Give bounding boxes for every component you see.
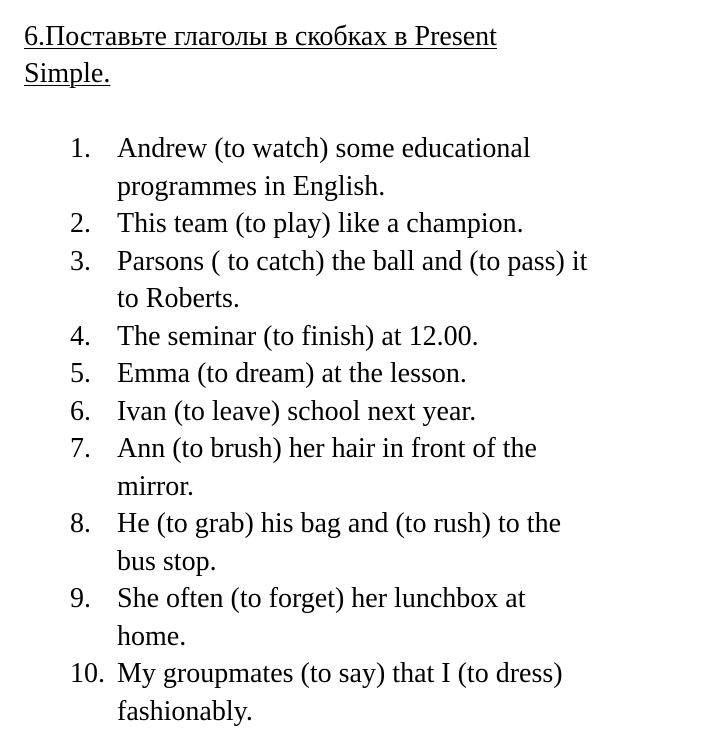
item-text-line-1: Parsons ( to catch) the ball and (to pass) it [117,245,588,277]
item-number: 5. [70,358,91,389]
item-number: 7. [70,433,91,464]
item-text-line-1: This team (to play) like a champion. [117,208,524,239]
item-text-line-1: The seminar (to finish) at 12.00. [117,320,479,352]
item-text [117,393,642,431]
exercise-item-9 [0,580,706,655]
item-number: 1. [70,133,91,164]
item-number: 8. [70,508,91,539]
heading-line-1: 6.Поставьте глаголы в скобках в Present [24,21,497,52]
exercise-heading [24,18,584,92]
item-text-line-2: mirror. [117,470,194,502]
item-number: 9. [70,583,91,614]
item-text [117,355,642,393]
item-number: 10. [70,658,105,689]
heading-line-2: Simple. [24,58,111,89]
exercise-item-10 [0,655,706,730]
item-text-line-1: He (to grab) his bag and (to rush) to the [117,508,561,539]
item-text [117,655,642,730]
item-text [117,505,642,580]
item-text [117,580,642,655]
item-number: 4. [70,320,91,352]
item-text-line-1: Ann (to brush) her hair in front of the [117,433,537,464]
item-text-line-1: Emma (to dream) at the lesson. [117,358,467,389]
item-text [117,243,642,318]
item-text [117,430,642,505]
item-text-line-1: My groupmates (to say) that I (to dress) [117,658,563,689]
exercise-list [0,130,706,730]
item-text-line-2: programmes in English. [117,170,386,202]
item-number: 6. [70,395,91,427]
exercise-item-5 [0,355,706,393]
item-text [117,318,642,356]
exercise-item-4 [0,318,706,356]
exercise-item-7 [0,430,706,505]
item-text-line-1: Ivan (to leave) school next year. [117,395,477,427]
exercise-item-2 [0,205,706,243]
exercise-item-3 [0,243,706,318]
item-number: 3. [70,245,91,277]
item-text-line-2: to Roberts. [117,283,240,314]
item-text-line-1: She often (to forget) her lunchbox at [117,583,526,614]
item-text-line-2: home. [117,620,187,652]
item-text-line-2: bus stop. [117,545,217,577]
exercise-item-8 [0,505,706,580]
item-text-line-2: fashionably. [117,695,253,727]
item-number: 2. [70,208,91,239]
item-text-line-1: Andrew (to watch) some educational [117,133,531,164]
item-text [117,130,642,205]
item-text [117,205,642,243]
exercise-item-6 [0,393,706,431]
exercise-item-1 [0,130,706,205]
